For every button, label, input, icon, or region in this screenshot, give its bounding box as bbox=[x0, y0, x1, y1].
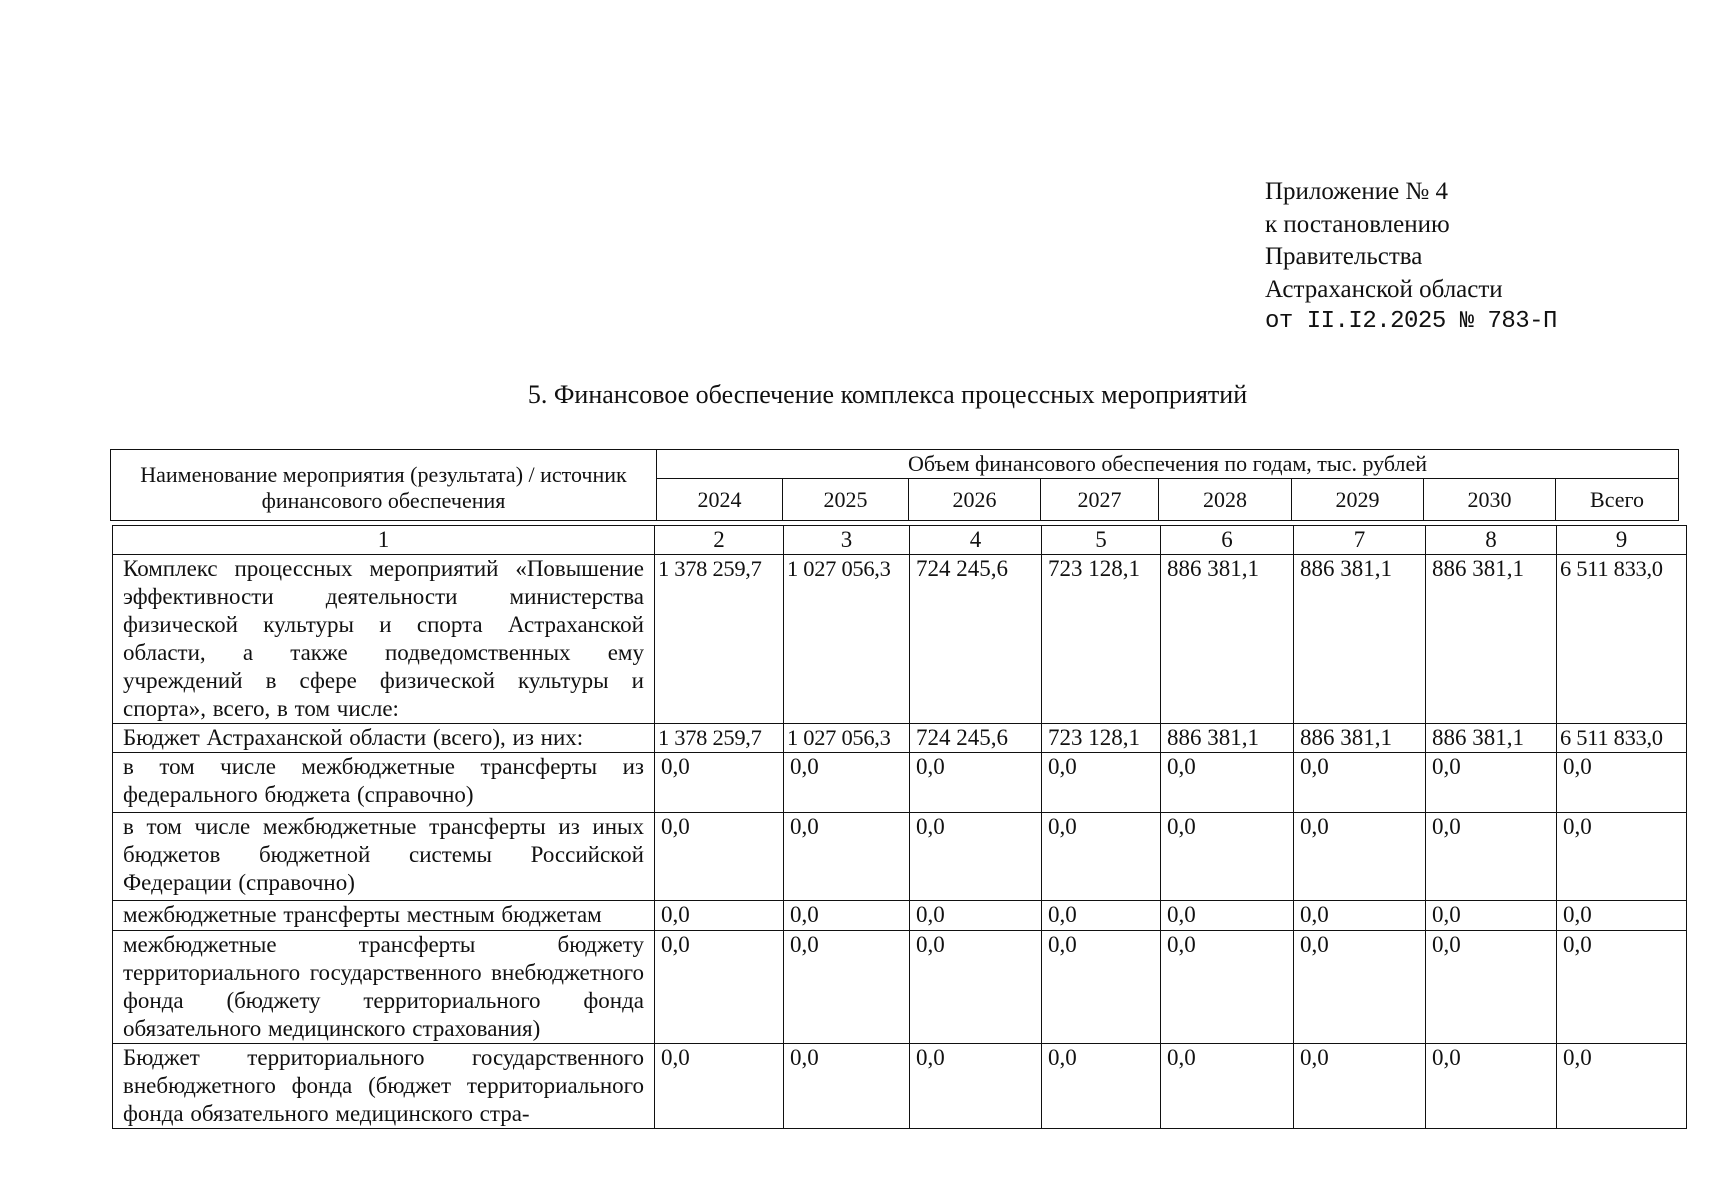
column-number: 7 bbox=[1294, 526, 1426, 555]
table-row bbox=[113, 1044, 1687, 1129]
row-value-cell: 0,0 bbox=[1042, 753, 1161, 813]
column-numbers-row bbox=[113, 526, 1687, 555]
row-value-cell: 886 381,1 bbox=[1426, 555, 1557, 724]
row-value-cell: 723 128,1 bbox=[1042, 555, 1161, 724]
row-value-cell: 6 511 833,0 bbox=[1557, 555, 1687, 724]
row-value-cell: 0,0 bbox=[1042, 1044, 1161, 1129]
header-year: 2029 bbox=[1292, 479, 1424, 521]
table-row bbox=[113, 555, 1687, 724]
row-name-cell: межбюджетные трансферты бюджету территориального государственного внебюджетного фонда (бюджету территориального фонда обязательного медицинского страхования) bbox=[113, 931, 655, 1044]
row-value-cell: 0,0 bbox=[1557, 1044, 1687, 1129]
table-row bbox=[113, 901, 1687, 931]
column-number: 1 bbox=[113, 526, 655, 555]
row-value-cell: 0,0 bbox=[1294, 753, 1426, 813]
row-value-cell: 0,0 bbox=[784, 1044, 910, 1129]
row-name-cell: Комплекс процессных мероприятий «Повышение эффективности деятельности министерства физической культуры и спорта Астраханской области, а также подведомственных ему учреждений в сфере физической культуры и спорта», всего, в том числе: bbox=[113, 555, 655, 724]
row-name-cell: Бюджет Астраханской области (всего), из них: bbox=[113, 724, 655, 753]
appendix-line: Приложение № 4 bbox=[1265, 178, 1449, 205]
row-value-cell: 886 381,1 bbox=[1294, 555, 1426, 724]
appendix-line: Астраханской области bbox=[1265, 275, 1503, 303]
row-value-cell: 886 381,1 bbox=[1161, 724, 1294, 753]
row-value-cell: 0,0 bbox=[784, 931, 910, 1044]
header-name-column: Наименование мероприятия (результата) / источник финансового обеспечения bbox=[111, 450, 657, 521]
row-name-cell: в том числе межбюджетные трансферты из иных бюджетов бюджетной системы Российской Федерации (справочно) bbox=[113, 813, 655, 901]
table-row bbox=[113, 931, 1687, 1044]
row-value-cell: 886 381,1 bbox=[1426, 724, 1557, 753]
column-number: 4 bbox=[910, 526, 1042, 555]
row-value-cell: 0,0 bbox=[784, 813, 910, 901]
column-number: 2 bbox=[655, 526, 784, 555]
row-value-cell: 0,0 bbox=[655, 931, 784, 1044]
appendix-block bbox=[1265, 176, 1557, 339]
section-title: 5. Финансовое обеспечение комплекса процессных мероприятий bbox=[527, 380, 1248, 409]
header-year: 2025 bbox=[783, 479, 909, 521]
row-value-cell: 0,0 bbox=[1294, 813, 1426, 901]
header-volume-label: Объем финансового обеспечения по годам, тыс. рублей bbox=[657, 450, 1679, 479]
row-value-cell: 0,0 bbox=[910, 1044, 1042, 1129]
appendix-line: Правительства bbox=[1265, 243, 1423, 270]
row-value-cell: 1 027 056,3 bbox=[784, 555, 910, 724]
row-value-cell: 6 511 833,0 bbox=[1557, 724, 1687, 753]
header-year: 2028 bbox=[1159, 479, 1292, 521]
row-value-cell: 0,0 bbox=[784, 753, 910, 813]
row-name-cell: в том числе межбюджетные трансферты из федерального бюджета (справочно) bbox=[113, 753, 655, 813]
appendix-line: к постановлению bbox=[1265, 210, 1450, 238]
row-value-cell: 0,0 bbox=[1557, 901, 1687, 931]
row-value-cell: 0,0 bbox=[1161, 1044, 1294, 1129]
column-number: 6 bbox=[1161, 526, 1294, 555]
row-value-cell: 0,0 bbox=[1426, 813, 1557, 901]
column-number: 8 bbox=[1426, 526, 1557, 555]
row-value-cell: 886 381,1 bbox=[1294, 724, 1426, 753]
header-total: Всего bbox=[1556, 479, 1679, 521]
row-value-cell: 0,0 bbox=[784, 901, 910, 931]
row-value-cell: 0,0 bbox=[910, 813, 1042, 901]
row-value-cell: 0,0 bbox=[1042, 813, 1161, 901]
row-value-cell: 0,0 bbox=[910, 901, 1042, 931]
row-value-cell: 0,0 bbox=[1161, 901, 1294, 931]
appendix-date-line: от II.I2.2025 № 783-П bbox=[1265, 308, 1557, 335]
row-value-cell: 0,0 bbox=[1161, 753, 1294, 813]
row-value-cell: 0,0 bbox=[1294, 901, 1426, 931]
row-value-cell: 0,0 bbox=[655, 901, 784, 931]
column-number: 5 bbox=[1042, 526, 1161, 555]
column-number: 3 bbox=[784, 526, 910, 555]
row-value-cell: 0,0 bbox=[1557, 931, 1687, 1044]
row-value-cell: 0,0 bbox=[1426, 931, 1557, 1044]
row-value-cell: 0,0 bbox=[1042, 931, 1161, 1044]
header-year: 2024 bbox=[657, 479, 783, 521]
row-value-cell: 886 381,1 bbox=[1161, 555, 1294, 724]
row-value-cell: 0,0 bbox=[1294, 1044, 1426, 1129]
header-year: 2027 bbox=[1041, 479, 1159, 521]
row-name-cell: Бюджет территориального государственного внебюджетного фонда (бюджет территориального фонда обязательного медицинского стра- bbox=[113, 1044, 655, 1129]
row-value-cell: 0,0 bbox=[910, 753, 1042, 813]
row-value-cell: 1 378 259,7 bbox=[655, 555, 784, 724]
table-row bbox=[113, 724, 1687, 753]
row-name-cell: межбюджетные трансферты местным бюджетам bbox=[113, 901, 655, 931]
row-value-cell: 0,0 bbox=[1161, 813, 1294, 901]
row-value-cell: 0,0 bbox=[1161, 931, 1294, 1044]
header-year: 2026 bbox=[909, 479, 1041, 521]
row-value-cell: 0,0 bbox=[1426, 1044, 1557, 1129]
table-header bbox=[110, 449, 1679, 521]
row-value-cell: 1 378 259,7 bbox=[655, 724, 784, 753]
row-value-cell: 0,0 bbox=[1426, 753, 1557, 813]
table-row bbox=[113, 813, 1687, 901]
row-value-cell: 1 027 056,3 bbox=[784, 724, 910, 753]
header-year: 2030 bbox=[1424, 479, 1556, 521]
row-value-cell: 0,0 bbox=[655, 813, 784, 901]
row-value-cell: 0,0 bbox=[1557, 753, 1687, 813]
row-value-cell: 724 245,6 bbox=[910, 555, 1042, 724]
row-value-cell: 0,0 bbox=[655, 753, 784, 813]
row-value-cell: 0,0 bbox=[1042, 901, 1161, 931]
row-value-cell: 0,0 bbox=[655, 1044, 784, 1129]
row-value-cell: 0,0 bbox=[1426, 901, 1557, 931]
row-value-cell: 0,0 bbox=[1294, 931, 1426, 1044]
row-value-cell: 723 128,1 bbox=[1042, 724, 1161, 753]
row-value-cell: 724 245,6 bbox=[910, 724, 1042, 753]
finance-table bbox=[112, 525, 1687, 1129]
row-value-cell: 0,0 bbox=[910, 931, 1042, 1044]
row-value-cell: 0,0 bbox=[1557, 813, 1687, 901]
table-row bbox=[113, 753, 1687, 813]
column-number: 9 bbox=[1557, 526, 1687, 555]
